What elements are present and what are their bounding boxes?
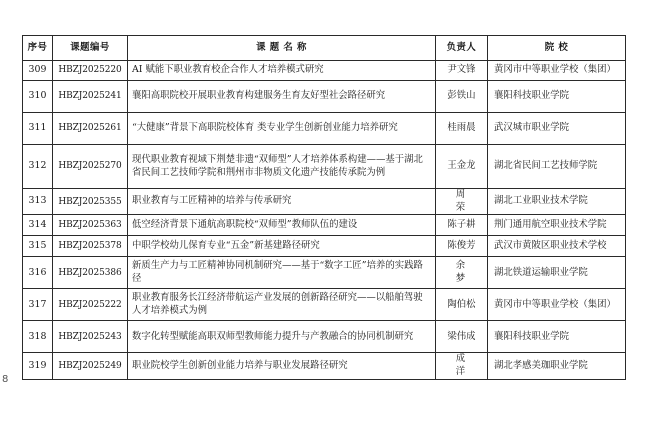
row-seq: 313: [23, 189, 53, 215]
row-name: 襄阳高职院校开展职业教育构建服务生育友好型社会路径研究: [128, 81, 436, 113]
project-table: [22, 35, 626, 380]
row-seq: 311: [23, 113, 53, 145]
table-row: [23, 321, 626, 353]
row-name: 新质生产力与工匠精神协同机制研究——基于“数字工匠”培养的实践路径: [128, 257, 436, 289]
row-inst: 湖北工业职业技术学院: [488, 189, 626, 215]
row-name: 现代职业教育视域下荆楚非遗“双师型”人才培养体系构建——基于湖北省民间工艺技师学院和荆州市非物质文化遗产技能传承院为例: [128, 145, 436, 189]
table-row: [23, 215, 626, 236]
row-code: HBZJ2025363: [53, 215, 128, 236]
row-name: 职业教育与工匠精神的培养与传承研究: [128, 189, 436, 215]
table-row: [23, 81, 626, 113]
row-lead: 周 荣: [436, 189, 488, 215]
row-inst: 黄冈市中等职业学校（集团）: [488, 289, 626, 321]
table-row: [23, 145, 626, 189]
row-name: “大健康”背景下高职院校体育 类专业学生创新创业能力培养研究: [128, 113, 436, 145]
table-row: [23, 189, 626, 215]
row-code: HBZJ2025241: [53, 81, 128, 113]
row-lead: 陈子耕: [436, 215, 488, 236]
row-inst: 襄阳科技职业学院: [488, 81, 626, 113]
row-name: 低空经济背景下通航高职院校“双师型”教师队伍的建设: [128, 215, 436, 236]
row-lead: 成 洋: [436, 353, 488, 379]
header-name: 课 题 名 称: [128, 36, 436, 61]
row-seq: 315: [23, 236, 53, 257]
row-lead: 王金龙: [436, 145, 488, 189]
row-inst: 武汉城市职业学院: [488, 113, 626, 145]
row-inst: 黄冈市中等职业学校（集团）: [488, 61, 626, 81]
row-seq: 314: [23, 215, 53, 236]
row-lead: 陶伯松: [436, 289, 488, 321]
header-inst: 院 校: [488, 36, 626, 61]
table-header-row: [23, 36, 626, 61]
row-code: HBZJ2025222: [53, 289, 128, 321]
row-code: HBZJ2025261: [53, 113, 128, 145]
row-seq: 312: [23, 145, 53, 189]
row-inst: 武汉市黄陂区职业技术学校: [488, 236, 626, 257]
row-lead: 陈俊芳: [436, 236, 488, 257]
row-inst: 襄阳科技职业学院: [488, 321, 626, 353]
table-row: [23, 113, 626, 145]
header-code: 课题编号: [53, 36, 128, 61]
table-row: [23, 257, 626, 289]
row-name: 职业院校学生创新创业能力培养与职业发展路径研究: [128, 353, 436, 379]
row-lead: 尹文锋: [436, 61, 488, 81]
row-lead: 桂雨晨: [436, 113, 488, 145]
row-code: HBZJ2025249: [53, 353, 128, 379]
row-inst: 荆门通用航空职业技术学院: [488, 215, 626, 236]
row-code: HBZJ2025270: [53, 145, 128, 189]
table-row: [23, 353, 626, 379]
row-lead: 余 梦: [436, 257, 488, 289]
row-lead: 彭铁山: [436, 81, 488, 113]
row-lead: 梁伟成: [436, 321, 488, 353]
margin-mark: 8: [2, 374, 9, 385]
row-code: HBZJ2025355: [53, 189, 128, 215]
table-row: [23, 289, 626, 321]
row-code: HBZJ2025243: [53, 321, 128, 353]
row-code: HBZJ2025220: [53, 61, 128, 81]
row-name: 中职学校幼儿保育专业“五金”新基建路径研究: [128, 236, 436, 257]
row-seq: 310: [23, 81, 53, 113]
row-seq: 317: [23, 289, 53, 321]
row-seq: 319: [23, 353, 53, 379]
row-name: AI 赋能下职业教育校企合作人才培养模式研究: [128, 61, 436, 81]
row-name: 职业教育服务长江经济带航运产业发展的创新路径研究——以船舶驾驶人才培养模式为例: [128, 289, 436, 321]
row-inst: 湖北省民间工艺技师学院: [488, 145, 626, 189]
header-seq: 序号: [23, 36, 53, 61]
row-seq: 318: [23, 321, 53, 353]
row-seq: 316: [23, 257, 53, 289]
row-code: HBZJ2025378: [53, 236, 128, 257]
row-seq: 309: [23, 61, 53, 81]
table-row: [23, 61, 626, 81]
row-inst: 湖北孝感美珈职业学院: [488, 353, 626, 379]
table-row: [23, 236, 626, 257]
header-lead: 负责人: [436, 36, 488, 61]
row-inst: 湖北铁道运输职业学院: [488, 257, 626, 289]
row-code: HBZJ2025386: [53, 257, 128, 289]
row-name: 数字化转型赋能高职双师型教师能力提升与产教融合的协同机制研究: [128, 321, 436, 353]
